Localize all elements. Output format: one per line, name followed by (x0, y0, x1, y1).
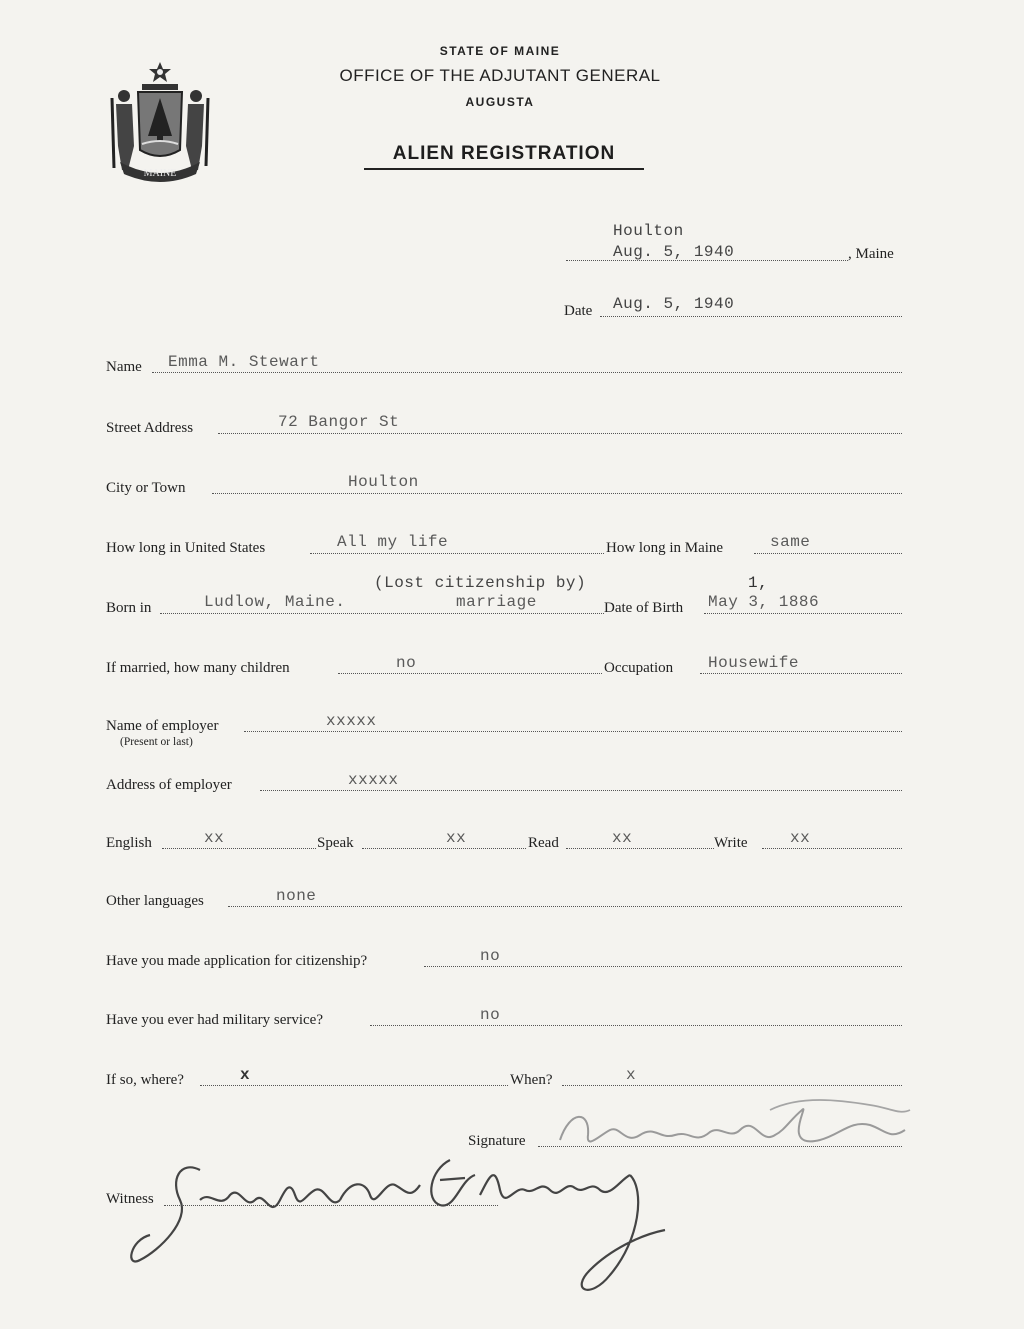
witness-signature (120, 1140, 700, 1310)
children-line (338, 673, 602, 674)
how-long-maine-line (754, 553, 902, 554)
witness-label: Witness (106, 1191, 154, 1207)
employer-name-line (244, 731, 902, 732)
city-value: Houlton (348, 473, 419, 491)
employer-name-sublabel: (Present or last) (120, 736, 193, 748)
name-value: Emma M. Stewart (168, 353, 320, 371)
occupation-label: Occupation (604, 660, 674, 676)
occupation-value: Housewife (708, 654, 799, 672)
speak-label: Speak (317, 835, 354, 851)
how-long-us-line (310, 553, 604, 554)
citizenship-app-value: no (480, 947, 501, 965)
citizenship-app-line (424, 966, 902, 967)
employer-address-value: xxxxx (348, 771, 399, 789)
citizenship-app-label: Have you made application for citizenship? (106, 953, 368, 969)
dob-value: May 3, 1886 (708, 593, 820, 611)
english-label: English (106, 835, 152, 851)
name-line (152, 372, 902, 373)
other-languages-label: Other languages (106, 893, 204, 909)
write-value: xx (790, 829, 811, 847)
date-line (600, 316, 902, 317)
born-in-value: Ludlow, Maine. (204, 593, 346, 611)
dob-line (704, 613, 902, 614)
street-line (218, 433, 902, 434)
city-label: City or Town (106, 480, 186, 496)
signature-label: Signature (468, 1133, 526, 1149)
employer-address-label: Address of employer (106, 777, 232, 793)
speak-line (362, 848, 526, 849)
children-label: If married, how many children (106, 660, 290, 676)
where-line (200, 1085, 508, 1086)
svg-text:MAINE: MAINE (143, 168, 177, 179)
place-suffix: , Maine (848, 246, 894, 262)
other-languages-value: none (276, 887, 317, 905)
english-line (162, 848, 316, 849)
street-label: Street Address (106, 420, 194, 436)
write-label: Write (714, 835, 748, 851)
dob-label: Date of Birth (604, 600, 684, 616)
date-value: Aug. 5, 1940 (613, 295, 735, 313)
when-line (562, 1085, 902, 1086)
how-long-us-value: All my life (337, 533, 449, 551)
when-label: When? (510, 1072, 553, 1088)
how-long-us-label: How long in United States (106, 540, 266, 556)
write-line (762, 848, 902, 849)
where-value: x (240, 1066, 251, 1084)
where-label: If so, where? (106, 1072, 184, 1088)
read-label: Read (528, 835, 559, 851)
military-value: no (480, 1006, 501, 1024)
city-line (212, 493, 902, 494)
date-label: Date (564, 303, 593, 319)
place-town-value: Houlton (613, 222, 684, 240)
born-note-bottom: marriage (456, 593, 537, 611)
english-value: xx (204, 829, 225, 847)
dob-correction: 1, (748, 574, 769, 592)
military-label: Have you ever had military service? (106, 1012, 323, 1028)
military-line (370, 1025, 902, 1026)
employer-address-line (260, 790, 902, 791)
born-in-label: Born in (106, 600, 152, 616)
when-value: x (626, 1066, 637, 1084)
how-long-maine-label: How long in Maine (606, 540, 724, 556)
office-heading: OFFICE OF THE ADJUTANT GENERAL (339, 66, 661, 85)
employer-name-label: Name of employer (106, 718, 219, 734)
children-value: no (396, 654, 417, 672)
form-title: ALIEN REGISTRATION (392, 143, 616, 164)
how-long-maine-value: same (770, 533, 811, 551)
place-date-value: Aug. 5, 1940 (613, 243, 735, 261)
read-line (566, 848, 714, 849)
name-label: Name (106, 359, 142, 375)
other-languages-line (228, 906, 902, 907)
employer-name-value: xxxxx (326, 712, 377, 730)
street-value: 72 Bangor St (278, 413, 400, 431)
born-in-line (160, 613, 604, 614)
occupation-line (700, 673, 902, 674)
read-value: xx (612, 829, 633, 847)
speak-value: xx (446, 829, 467, 847)
born-note-top: (Lost citizenship by) (374, 574, 587, 592)
state-heading: STATE OF MAINE (439, 44, 561, 58)
title-underline (364, 168, 644, 170)
city-heading: AUGUSTA (465, 95, 535, 109)
